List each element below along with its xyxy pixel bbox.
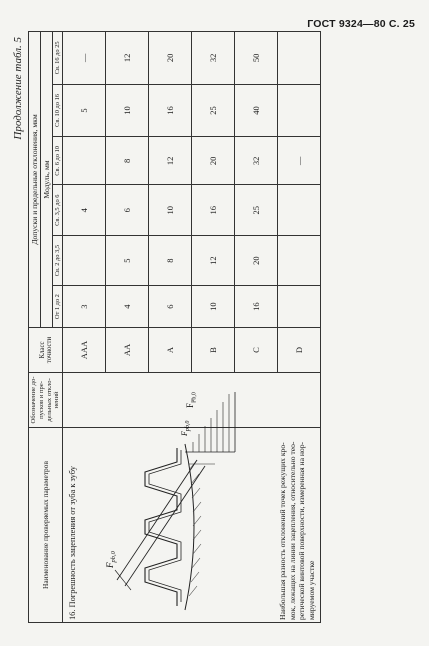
module-range: Св. 3,5 до 6 (53, 185, 63, 235)
value-cell: 5 (106, 235, 149, 285)
class-cell: A (149, 328, 192, 373)
parameter-title: 16. Погрешность зацепления от зуба к зубу (68, 466, 78, 620)
column-header-accuracy-class: Класс точности (29, 328, 63, 373)
value-cell: 12 (106, 32, 149, 85)
value-cell: 3 (63, 286, 106, 328)
class-cell: AAA (63, 328, 106, 373)
class-cell: D (278, 328, 321, 373)
value-cell: 20 (235, 235, 278, 285)
value-cell (278, 235, 321, 285)
value-cell: 16 (192, 185, 235, 235)
module-range: Св. 2 до 3,5 (53, 235, 63, 285)
tolerance-table (28, 31, 321, 623)
value-cell: 50 (235, 32, 278, 85)
drawing-label: $F_{pb,0}$ (105, 551, 118, 568)
value-cell: 10 (106, 84, 149, 137)
value-cell: 6 (149, 286, 192, 328)
class-cell: B (192, 328, 235, 373)
value-cell: 20 (192, 137, 235, 185)
value-cell: 8 (106, 137, 149, 185)
value-cell: 6 (106, 185, 149, 235)
value-cell (63, 235, 106, 285)
tolerance-symbol: $F_{Pb,0}$ (63, 373, 321, 428)
rotated-table-area (8, 27, 408, 627)
page-header: ГОСТ 9324—80 С. 25 (307, 18, 415, 30)
value-cell: 4 (106, 286, 149, 328)
module-range: Св. 6 до 10 (53, 137, 63, 185)
value-cell: — (63, 32, 106, 85)
parameter-cell (63, 420, 321, 623)
column-header-parameter-name: Наименование проверяемых параметров (29, 428, 63, 623)
module-range: От 1 до 2 (53, 286, 63, 328)
value-cell (278, 32, 321, 85)
value-cell (278, 84, 321, 137)
value-cell: 10 (149, 185, 192, 235)
value-cell (278, 185, 321, 235)
value-cell: — (278, 137, 321, 185)
value-cell (63, 137, 106, 185)
value-cell: 12 (149, 137, 192, 185)
value-cell: 25 (235, 185, 278, 235)
class-cell: AA (106, 328, 149, 373)
column-header-tolerances: Допуски и предельные отклонения, мкм (29, 32, 41, 328)
value-cell: 4 (63, 185, 106, 235)
value-cell: 25 (192, 84, 235, 137)
value-cell: 10 (192, 286, 235, 328)
value-cell: 32 (192, 32, 235, 85)
deviation-diagram (175, 382, 255, 472)
class-cell: C (235, 328, 278, 373)
diagram-label: $F_{pb,0}$ (180, 420, 192, 436)
value-cell: 12 (192, 235, 235, 285)
parameter-description: Наибольшая разность отклонений точек режущих кро-мок, лежащих на линии зацепления, относительно тео-ретической винтовой поверхности, измеренная на нор-мируемом участке (278, 441, 316, 620)
column-header-module: Модуль, мм (41, 32, 53, 328)
module-range: Св. 10 до 16 (53, 84, 63, 137)
value-cell: 8 (149, 235, 192, 285)
value-cell: 40 (235, 84, 278, 137)
value-cell: 16 (235, 286, 278, 328)
value-cell: 32 (235, 137, 278, 185)
value-cell: 16 (149, 84, 192, 137)
table-caption: Продолжение табл. 5 (12, 37, 24, 140)
value-cell: 5 (63, 84, 106, 137)
module-range: Св. 16 до 25 (53, 32, 63, 85)
column-header-designation: Обозначение до-пусков и пре-дельных откло-нений (29, 373, 63, 428)
value-cell (278, 286, 321, 328)
value-cell: 20 (149, 32, 192, 85)
